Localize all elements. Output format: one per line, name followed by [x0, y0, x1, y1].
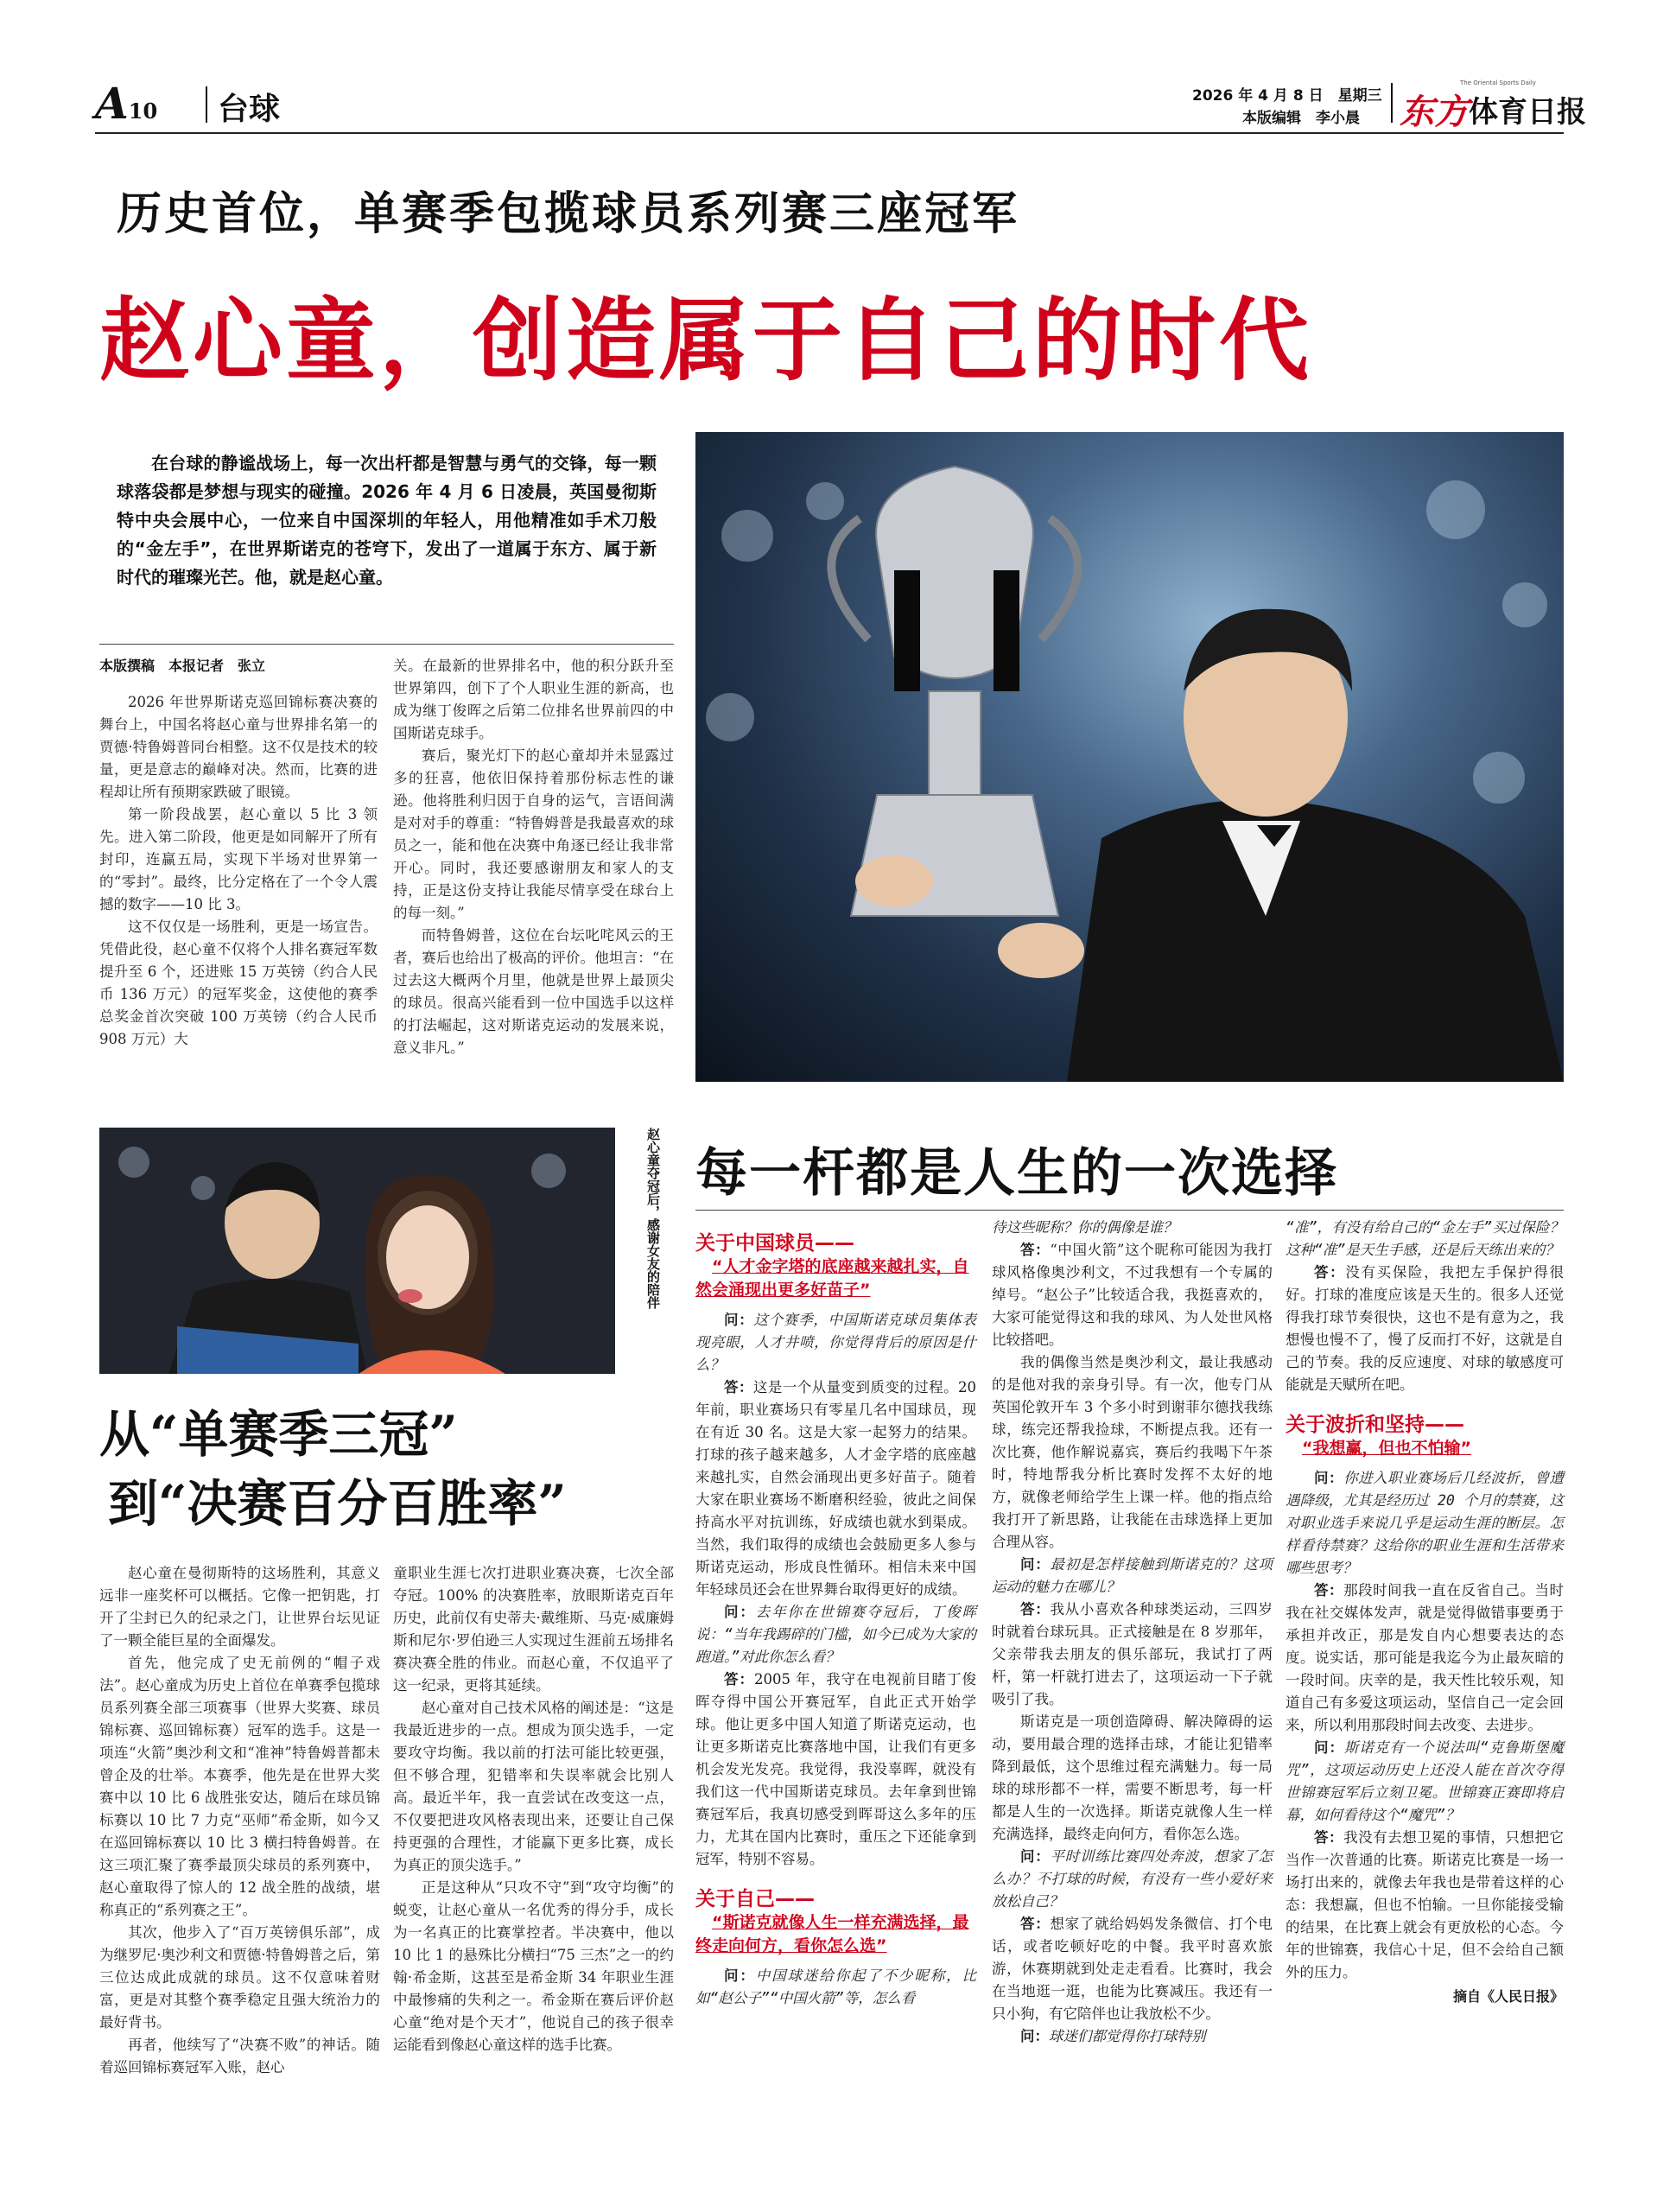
a-label: 答：: [1314, 1264, 1346, 1281]
a-text: 想家了就给妈妈发条微信、打个电话，或者吃顿好吃的中餐。我平时喜欢旅游，休赛期就到处走走看看。比赛时，我会在当地逛一逛，也能为比赛减压。我还有一只小狗，有它陪伴也让我放松不少。: [992, 1916, 1273, 2022]
answer: [695, 1669, 976, 1871]
interview-col1: [695, 1227, 976, 2010]
a-label: 答：: [1020, 1242, 1051, 1258]
q-label: 问：: [724, 1312, 754, 1328]
page-letter: A: [95, 78, 129, 129]
section-title-self: 关于自己——: [695, 1888, 815, 1910]
answer: [1286, 1262, 1564, 1396]
masthead: [95, 78, 1586, 132]
a-label: 答：: [724, 1379, 753, 1395]
trophy-scene-illustration: [695, 432, 1564, 1082]
kicker-headline: 历史首位，单赛季包揽球员系列赛三座冠军: [117, 188, 1020, 240]
paragraph: 赵心童在曼彻斯特的这场胜利，其意义远非一座奖杯可以概括。它像一把钥匙，打开了尘封已久的纪录之门，让世界台坛见证了一颗全能巨星的全面爆发。: [99, 1565, 380, 1649]
a-text: 没有买保险，我把左手保护得很好。打球的准度应该是天生的。很多人还觉得我打球节奏很快，这也不是有意为之，我想慢也慢不了，慢了反而打不好，这就是自己的节奏。我的反应速度、对球的敏感度可能就是天赋所在吧。: [1286, 1264, 1565, 1393]
interview-col2: [992, 1217, 1273, 2048]
caption-text: 赵心童夺冠后，感谢女友的陪伴: [645, 1128, 661, 1309]
q-label: 问：: [724, 1967, 756, 1984]
paragraph: 首先，他完成了史无前例的“帽子戏法”。赵心童成为历史上首位在单赛季包揽球员系列赛全部三项赛事（世界大奖赛、球员锦标赛、巡回锦标赛）冠军的选手。这是一项连“火箭”奥沙利文和“准神”特鲁姆普都未曾企及的壮举。本赛季，他先是在世界大奖赛中以 10 比 6 战胜张安达，随后在球员锦标赛以 10 比 7 力克“巫师”希金斯，如今又在巡回锦标赛以 10 比 3 横扫特鲁姆普。在这三项汇聚了赛季最顶尖球员的系列赛中，赵心童取得了惊人的 12 战全胜的战绩，堪称真正的“系列赛之王”。: [99, 1655, 380, 1918]
answer: [1286, 1580, 1564, 1737]
question: [992, 1554, 1273, 1599]
q-text: 球迷们都觉得你打球特别: [1049, 2028, 1206, 2044]
page-label: [95, 79, 157, 136]
section-title-setbacks: 关于波折和坚持——: [1286, 1414, 1464, 1436]
question: [992, 2025, 1273, 2048]
q-label: 问：: [1020, 1848, 1051, 1865]
a-text: “中国火箭”这个昵称可能因为我打球风格像奥沙利文，不过我想有一个专属的绰号。“赵公子”比较适合我，我挺喜欢的，大家可能觉得这和我的球风、为人处世风格比较搭吧。: [992, 1242, 1273, 1348]
trophy: [831, 467, 1077, 916]
a-text: 我的偶像当然是奥沙利文，最让我感动的是他对我的亲身引导。有一次，他专门从英国伦敦开车 3 个多小时到谢菲尔德找我练球，练完还帮我捡球，不断提点我。还有一次比赛，他作解说嘉宾，赛后约我喝下午茶时，特地帮我分析比赛时发挥不太好的地方，就像老师给学生上课一样。他的指点给我打开了新思路，让我能在击球选择上更加合理从容。: [992, 1354, 1273, 1550]
main-photo: [695, 432, 1564, 1082]
q-text: 这个赛季，中国斯诺克球员集体表现亮眼，人才井喷，你觉得背后的原因是什么？: [695, 1312, 976, 1373]
q-label: 问：: [1020, 2028, 1049, 2044]
a-text: 我没有去想卫冕的事情，只想把它当作一次普通的比赛。斯诺克比赛是一场一场打出来的，就像去年我也是带着这样的心态：我想赢，但也不怕输。一旦你能接受输的结果，在比赛上就会有更放松的心态。今年的世锦赛，我信心十足，但不会给自己额外的压力。: [1286, 1829, 1564, 1980]
brand-divider: [1391, 83, 1393, 123]
qa-block: [695, 1965, 976, 2010]
q-text: 最初是怎样接触到斯诺克的？这项运动的魅力在哪儿？: [992, 1556, 1273, 1595]
paragraph: 正是这种从“只攻不守”到“攻守均衡”的蜕变，让赵心童从一名优秀的得分手，成长为一名真正的比赛掌控者。半决赛中，他以 10 比 1 的悬殊比分横扫“75 三杰”之一的约翰·希金斯，这甚至是希金斯 34 年职业生涯中最惨痛的失利之一。希金斯在赛后评价赵心童“绝对是个天才”，他说自己的孩子很幸运能看到像赵心童这样的选手比赛。: [393, 1879, 674, 2053]
q-text: 斯诺克有一个说法叫“克鲁斯堡魔咒”，这项运动历史上还没人能在首次夺得世锦赛冠军后立刻卫冕。世锦赛正赛即将启幕，如何看待这个“魔咒”？: [1286, 1739, 1565, 1823]
paragraph: 赛后，聚光灯下的赵心童却并未显露过多的狂喜，他依旧保持着那份标志性的谦逊。他将胜利归因于自身的运气，言语间满是对对手的尊重：“特鲁姆普是我最喜欢的球员之一，能和他在决赛中角逐已经让我非常开心。同时，我还要感谢朋友和家人的支持，正是这份支持让我能尽情享受在球台上的每一刻。”: [393, 747, 674, 921]
section-subtitle-self: “斯诺克就像人生一样充满选择，最终走向何方，看你怎么选”: [695, 1913, 969, 1955]
qa-block: [695, 1309, 976, 1871]
question: [992, 1217, 1273, 1239]
article1-col1: [99, 691, 378, 1051]
a-text: 2005 年，我守在电视前目睹丁俊晖夺得中国公开赛冠军，自此正式开始学球。他让更多中国人知道了斯诺克运动，也让更多斯诺克比赛落地中国，让我们有更多机会发光发亮。我觉得，我没辜晖，就没有我们这一代中国斯诺克球员。去年拿到世锦赛冠军后，我真切感受到晖哥这么多年的压力，尤其在国内比赛时，重压之下还能拿到冠军，特别不容易。: [695, 1671, 976, 1867]
paragraph: 童职业生涯七次打进职业赛决赛，七次全部夺冠。100% 的决赛胜率，放眼斯诺克百年历史，此前仅有史蒂夫·戴维斯、马克·威廉姆斯和尼尔·罗伯逊三人实现过生涯前五场排名赛决赛全胜的伟业。而赵心童，不仅追平了这一纪录，更将其延续。: [393, 1565, 674, 1694]
question: [1286, 1737, 1564, 1827]
paragraph: 赵心童对自己技术风格的阐述是：“这是我最近进步的一点。想成为顶尖选手，一定要攻守均衡。我以前的打法可能比较更强，但不够合理，犯错率和失误率就会比别人高。最近半年，我一直尝试在改变这一点，不仅要把进攻风格表现出来，还要让自己保持更强的合理性，才能赢下更多比赛，成长为真正的顶尖选手。”: [393, 1700, 674, 1873]
header-rule: [95, 132, 1564, 134]
interview-rule: [695, 1210, 1564, 1211]
answer: [992, 1351, 1273, 1554]
article1-col2: [393, 655, 674, 1059]
lede-rule: [99, 644, 674, 645]
answer: [992, 1239, 1273, 1351]
article2-col1: [99, 1562, 380, 2079]
page-number: 10: [128, 99, 158, 124]
q-text: 去年你在世锦赛夺冠后，丁俊晖说：“当年我踢碎的门槛，如今已成为大家的跑道。”对此你怎么看？: [695, 1604, 977, 1665]
byline: 本版撰稿 本报记者 张立: [99, 658, 266, 674]
a-text: 那段时间我一直在反省自己。当时我在社交媒体发声，就是觉得做错事要勇于承担并改正，那是发自内心想要表达的态度。说实话，那可能是我迄今为止最灰暗的一段时间。庆幸的是，我天性比较乐观，知道自己有多爱这项运动，坚信自己一定会回来，所以利用那段时间去改变、去进步。: [1286, 1582, 1564, 1733]
q-label: 问：: [1314, 1470, 1344, 1486]
q-text: 平时训练比赛四处奔波，想家了怎么办？不打球的时候，有没有一些小爱好来放松自己？: [992, 1848, 1273, 1910]
interview-headline: 每一杆都是人生的一次选择: [695, 1143, 1338, 1204]
a-text: 我从小喜欢各种球类运动，三四岁时就着台球玩具。正式接触是在 8 岁那年，父亲带我去朋友的俱乐部玩，我试打了两杆，第一杆就打进去了，这项运动一下子就吸引了我。: [992, 1601, 1273, 1707]
answer: [695, 1376, 976, 1601]
q-text: 你进入职业赛场后几经波折，曾遭遇降级，尤其是经历过 20 个月的禁赛，这对职业选手来说几乎是运动生涯的断层。怎样看待禁赛？这给你的职业生涯和生活带来哪些思考？: [1286, 1470, 1564, 1576]
photo-caption: [626, 1128, 661, 1378]
section-name: 台球: [218, 92, 281, 127]
paragraph: 其次，他步入了“百万英镑俱乐部”，成为继罗尼·奥沙利文和贾德·特鲁姆普之后，第三位达成此成就的球员。这不仅意味着财富，更是对其整个赛季稳定且强大统治力的最好背书。: [99, 1924, 380, 2031]
answer: [992, 1599, 1273, 1711]
caption-photo: [99, 1128, 615, 1374]
question: [695, 1601, 976, 1669]
q-text: 待这些昵称？你的偶像是谁？: [992, 1219, 1178, 1236]
paper-logo: [1400, 79, 1586, 132]
q-text: “准”，有没有给自己的“金左手”买过保险？这种“准”是天生手感，还是后天练出来的？: [1286, 1219, 1564, 1258]
question: [1286, 1217, 1564, 1262]
couple-illustration: [99, 1128, 615, 1374]
source-credit: 摘自《人民日报》: [1452, 1988, 1564, 2005]
paragraph: 而特鲁姆普，这位在台坛叱咤风云的王者，赛后也给出了极高的评价。他坦言：“在过去这大概两个月里，他就是世界上最顶尖的球员。很高兴能看到一位中国选手以这样的打法崛起，这对斯诺克运动的发展来说，意义非凡。”: [393, 927, 674, 1056]
question: [695, 1309, 976, 1376]
paragraph: 第一阶段战罢，赵心童以 5 比 3 领先。进入第二阶段，他更是如同解开了所有封印，连赢五局，实现下半场对世界第一的“零封”。最终，比分定格在了一个令人震撼的数字——10 比 3。: [99, 806, 378, 912]
a-label: 答：: [1020, 1601, 1051, 1618]
paper-logo-en: The Oriental Sports Daily: [1460, 79, 1536, 86]
question: [992, 1846, 1273, 1913]
a-label: 答：: [1020, 1916, 1051, 1932]
question: [695, 1965, 976, 2010]
article2-col2: [393, 1562, 674, 2056]
issue-date: 2026 年 4 月 8 日 星期三: [1192, 87, 1382, 105]
q-text: 中国球迷给你起了不少昵称，比如“赵公子”“中国火箭”等，怎么看: [695, 1967, 977, 2006]
a-label: 答：: [724, 1671, 754, 1688]
paper-logo-red: 东方: [1400, 92, 1469, 132]
paragraph: 2026 年世界斯诺克巡回锦标赛决赛的舞台上，中国名将赵心童与世界排名第一的贾德·特鲁姆普同台相整。这不仅是技术的较量，更是意志的巅峰对决。然而，比赛的进程却让所有预期家跌破了眼镜。: [99, 694, 378, 800]
lede-text: 在台球的静谧战场上，每一次出杆都是智慧与勇气的交锋，每一颗球落袋都是梦想与现实的碰撞。2026 年 4 月 6 日凌晨，英国曼彻斯特中央会展中心，一位来自中国深圳的年轻人，用他精准如手术刀般的“金左手”，在世界斯诺克的苍穹下，发出了一道属于东方、属于新时代的璀璨光芒。他，就是赵心童。: [117, 453, 657, 588]
sub-headline: [99, 1400, 567, 1538]
paragraph: 再者，他续写了“决赛不败”的神话。随着巡回锦标赛冠军入账，赵心: [99, 2037, 380, 2075]
q-label: 问：: [724, 1604, 756, 1620]
answer: [1286, 1827, 1564, 1984]
answer: [992, 1711, 1273, 1846]
section-subtitle-chinese-players: “人才金字塔的底座越来越扎实，自然会涌现出更多好苗子”: [695, 1257, 969, 1300]
lede-paragraph: [117, 449, 657, 592]
interview-col3: [1286, 1217, 1564, 2005]
q-label: 问：: [1314, 1739, 1344, 1756]
header-divider: [206, 86, 207, 123]
a-text: 斯诺克是一项创造障碍、解决障碍的运动，要用最合理的选择击球，才能让犯错率降到最低，这个思维过程充满魅力。每一局球的球形都不一样，需要不断思考，每一杆都是人生的一次选择。斯诺克就像人生一样充满选择，最终走向何方，看你怎么选。: [992, 1713, 1273, 1842]
main-headline: 赵心童，创造属于自己的时代: [99, 287, 1313, 393]
section-subtitle-setbacks: “我想赢，但也不怕输”: [1302, 1439, 1471, 1458]
question: [1286, 1467, 1564, 1580]
page-editor: 本版编辑 李小晨: [1242, 110, 1360, 127]
sub-headline-line1: 从“单赛季三冠”: [99, 1405, 458, 1464]
paper-logo-black: 体育日报: [1469, 95, 1586, 130]
answer: [992, 1913, 1273, 2025]
paragraph: 这不仅仅是一场胜利，更是一场宣告。凭借此役，赵心童不仅将个人排名赛冠军数提升至 6 个，还进账 15 万英镑（约合人民币 136 万元）的冠军奖金，这使他的赛季总奖金首次突破 100 万英镑（约合人民币 908 万元）大: [99, 918, 378, 1047]
sub-headline-line2: 到“决赛百分百胜率”: [108, 1474, 567, 1533]
q-label: 问：: [1020, 1556, 1051, 1573]
a-text: 这是一个从量变到质变的过程。20 年前，职业赛场只有零星几名中国球员，现在有近 30 名。这是大家一起努力的结果。打球的孩子越来越多，人才金字塔的底座越来越扎实，自然会涌现出更多好苗子。随着大家在职业赛场不断磨积经验，彼此之间保持高水平对抗训练，好成绩也就水到渠成。当然，我们取得的成绩也会鼓励更多人参与斯诺克运动，形成良性循环。相信未来中国年轻球员还会在世界舞台取得更好的成绩。: [695, 1379, 976, 1598]
section-title-chinese-players: 关于中国球员——: [695, 1232, 854, 1255]
a-label: 答：: [1314, 1829, 1344, 1846]
paragraph: 关。在最新的世界排名中，他的积分跃升至世界第四，创下了个人职业生涯的新高，也成为继丁俊晖之后第二位排名世界前四的中国斯诺克球手。: [393, 658, 674, 741]
a-label: 答：: [1314, 1582, 1344, 1599]
